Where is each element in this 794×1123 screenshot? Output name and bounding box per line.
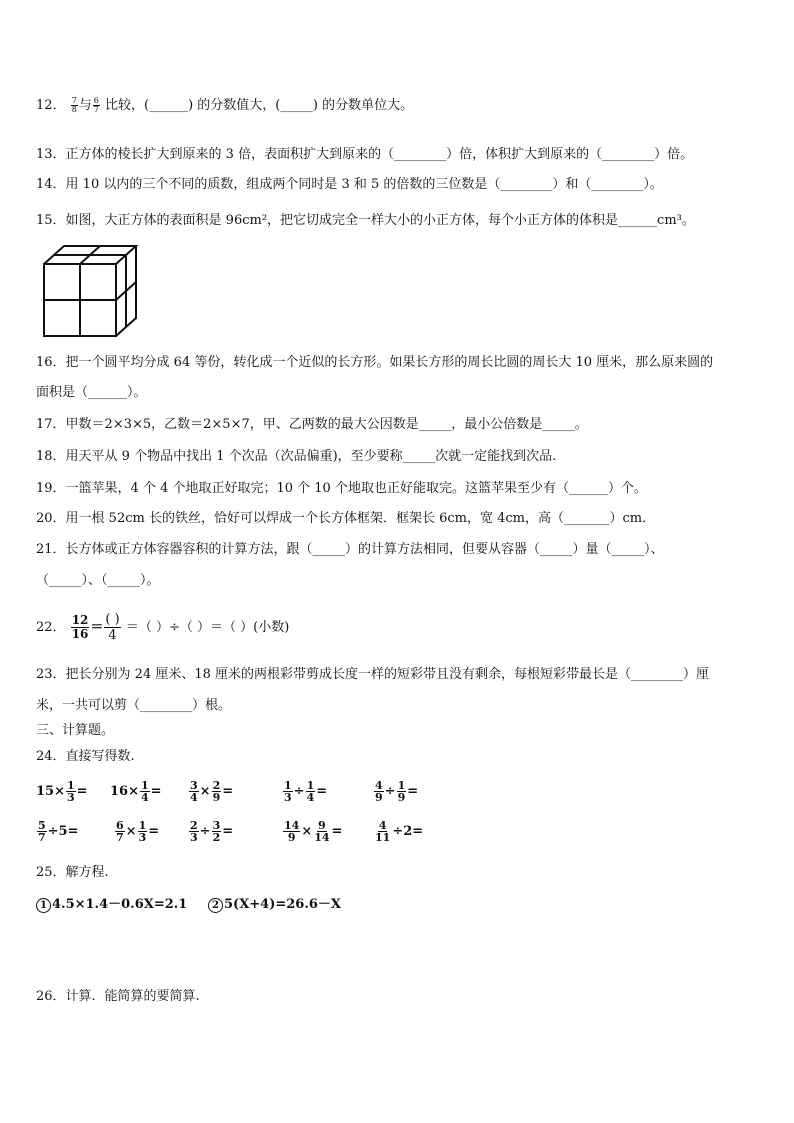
numerator: 2 <box>212 779 221 792</box>
operator: × <box>199 784 211 799</box>
operator: ÷ <box>293 784 305 799</box>
operator: ÷2= <box>392 824 424 839</box>
operator: = <box>76 784 88 799</box>
operand: 16× <box>110 784 139 799</box>
denominator: 4 <box>306 791 315 804</box>
calc-item <box>188 780 233 803</box>
denominator: 7 <box>38 831 46 844</box>
question-19: 19．一篮苹果，4 个 4 个地取正好取完；10 个 10 个地取也正好能取完。这篮苹果至少有（______）个。 <box>36 481 647 496</box>
section-heading: 三、计算题。 <box>36 723 115 738</box>
question-22 <box>36 612 289 643</box>
numerator: 6 <box>116 819 124 832</box>
operator: ÷5= <box>47 824 79 839</box>
question-18: 18．用天平从 9 个物品中找出 1 个次品（次品偏重)，至少要称_____次就一定能找到次品. <box>36 449 557 464</box>
question-25-title: 25．解方程. <box>36 865 109 880</box>
calc-item <box>36 780 88 803</box>
fraction-blank <box>104 612 120 643</box>
operator: = <box>148 824 160 839</box>
calc-item <box>36 820 79 843</box>
question-16-line1: 16．把一个圆平均分成 64 等份，转化成一个近似的长方形。如果长方形的周长比圆的周长大 10 厘米，那么原来圆的 <box>36 355 714 370</box>
numerator: 4 <box>375 779 383 792</box>
equation-1 <box>36 893 187 913</box>
numerator: 4 <box>378 819 387 832</box>
operator: ÷ <box>384 784 396 799</box>
calc-item <box>282 780 327 803</box>
question-14: 14．用 10 以内的三个不同的质数，组成两个同时是 3 和 5 的倍数的三位数是（________）和（________）。 <box>36 177 663 192</box>
denominator: 14 <box>314 831 330 844</box>
fraction <box>71 97 78 114</box>
question-23-line1: 23．把长分别为 24 厘米、18 厘米的两根彩带剪成长度一样的短彩带且没有剩余，每根短彩带最长是（________）厘 <box>36 667 710 682</box>
denominator: 9 <box>212 791 221 804</box>
numerator: 1 <box>397 779 406 792</box>
question-15: 15．如图，大正方体的表面积是 96cm²，把它切成完全一样大小的小正方体，每个小正方体的体积是______cm³。 <box>36 213 695 228</box>
denominator: 3 <box>138 831 147 844</box>
fraction <box>374 780 384 803</box>
fraction <box>37 820 47 843</box>
numerator: 14 <box>284 819 300 832</box>
denominator: 4 <box>140 791 149 804</box>
denominator: 11 <box>375 831 391 844</box>
numerator: 3 <box>190 779 198 792</box>
numerator: 12 <box>71 613 89 627</box>
fraction <box>115 820 125 843</box>
fraction <box>93 97 100 114</box>
fraction <box>313 820 330 843</box>
denominator: 4 <box>108 628 117 643</box>
numerator: 1 <box>306 779 315 792</box>
operator: × <box>301 824 313 839</box>
denominator: 9 <box>375 791 383 804</box>
conjunction: 与 <box>78 98 92 113</box>
operand: 15× <box>36 784 65 799</box>
equation-text: 4.5×1.4－0.6X=2.1 <box>52 897 188 912</box>
question-number: 12． <box>36 98 66 113</box>
denominator: 2 <box>212 831 221 844</box>
fraction <box>212 780 222 803</box>
denominator: 7 <box>116 831 124 844</box>
calc-item <box>282 820 342 843</box>
operator: = <box>331 824 343 839</box>
operator: × <box>125 824 137 839</box>
calc-item <box>188 820 233 843</box>
numerator: 2 <box>190 819 198 832</box>
numerator: 9 <box>318 819 326 832</box>
calc-item <box>110 780 162 803</box>
question-21-line2: （_____）、（_____）。 <box>36 573 160 588</box>
fraction <box>283 820 300 843</box>
operator: = <box>407 784 419 799</box>
numerator: 7 <box>71 96 77 105</box>
question-text: ＝（ ）÷（ ）＝（ ）(小数) <box>125 620 290 635</box>
operator: = <box>316 784 328 799</box>
numerator: 5 <box>38 819 46 832</box>
denominator: 8 <box>71 105 77 114</box>
question-16-line2: 面积是（______）。 <box>36 385 147 400</box>
question-20: 20．用一根 52cm 长的铁丝，恰好可以焊成一个长方体框架．框架长 6cm，宽 4cm，高（_______）cm． <box>36 511 656 526</box>
equals-sign: ＝ <box>90 620 104 635</box>
question-13: 13．正方体的棱长扩大到原来的 3 倍，表面积扩大到原来的（________）倍，体积扩大到原来的（________）倍。 <box>36 147 694 162</box>
numerator: ( ) <box>105 612 120 627</box>
fraction <box>374 820 391 843</box>
calc-item <box>373 780 418 803</box>
denominator: 9 <box>287 831 296 844</box>
operator: = <box>222 784 234 799</box>
numerator: 3 <box>212 819 221 832</box>
numerator: 1 <box>284 779 292 792</box>
question-17: 17．甲数＝2×3×5，乙数＝2×5×7，甲、乙两数的最大公因数是_____，最小公倍数是_____。 <box>36 417 588 432</box>
numerator: 1 <box>66 779 75 792</box>
question-12 <box>36 97 413 115</box>
fraction <box>306 780 316 803</box>
question-number: 22． <box>36 620 66 635</box>
denominator: 3 <box>284 791 292 804</box>
fraction <box>189 780 199 803</box>
fraction <box>212 820 222 843</box>
denominator: 3 <box>190 831 198 844</box>
denominator: 7 <box>93 105 99 114</box>
question-26: 26．计算．能简算的要简算. <box>36 989 200 1004</box>
calc-item <box>373 820 423 843</box>
fraction <box>66 780 76 803</box>
numerator: 1 <box>138 819 147 832</box>
circled-number: 2 <box>208 898 223 913</box>
question-21-line1: 21．长方体或正方体容器容积的计算方法，跟（_____）的计算方法相同，但要从容器（_____）量（_____）、 <box>36 542 664 557</box>
fraction <box>138 820 148 843</box>
cube-figure <box>40 242 140 342</box>
equation-text: 5(X+4)=26.6－X <box>224 897 342 912</box>
question-24-title: 24．直接写得数. <box>36 749 135 764</box>
fraction <box>283 780 293 803</box>
denominator: 16 <box>71 627 89 641</box>
question-text: 比较，(______) 的分数值大，(_____) 的分数单位大。 <box>105 98 414 113</box>
fraction <box>397 780 407 803</box>
operator: = <box>222 824 234 839</box>
denominator: 3 <box>66 791 75 804</box>
operator: ÷ <box>199 824 211 839</box>
fraction <box>140 780 150 803</box>
calc-item <box>114 820 159 843</box>
fraction <box>189 820 199 843</box>
operator: = <box>150 784 162 799</box>
fraction <box>71 614 90 641</box>
circled-number: 1 <box>36 898 51 913</box>
denominator: 4 <box>190 791 198 804</box>
denominator: 9 <box>397 791 406 804</box>
question-23-line2: 米，一共可以剪（________）根。 <box>36 698 232 713</box>
numerator: 6 <box>93 96 99 105</box>
equation-2 <box>208 893 341 913</box>
numerator: 1 <box>140 779 149 792</box>
